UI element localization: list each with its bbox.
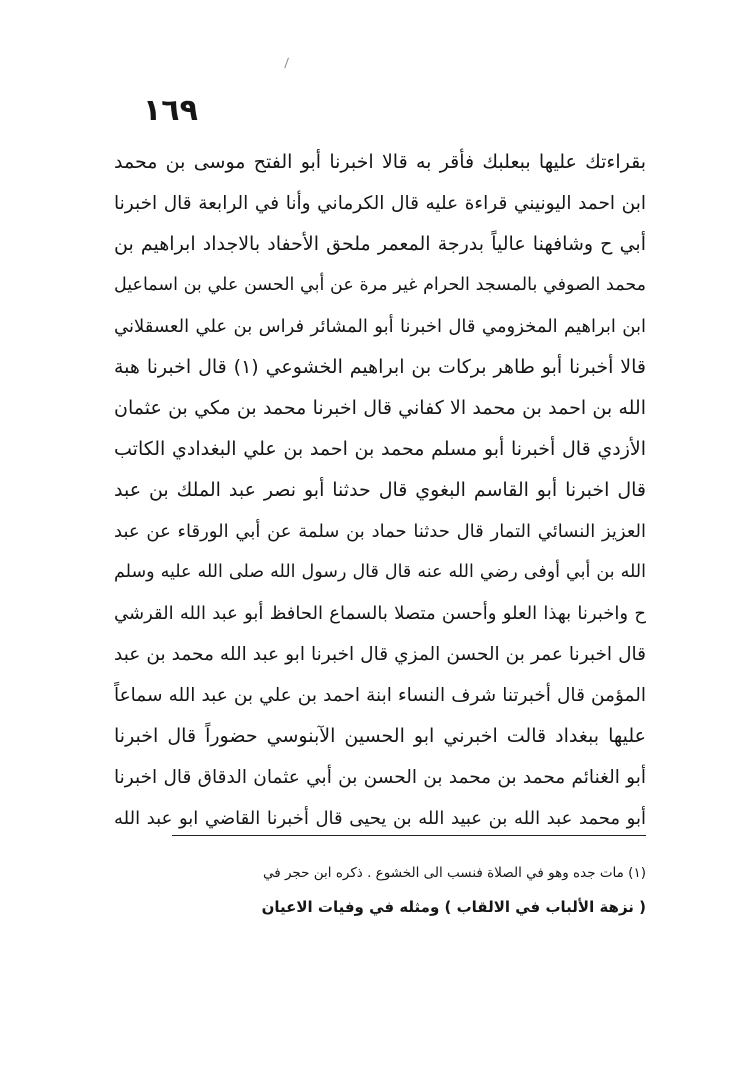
- text-line: قال اخبرنا أبو القاسم البغوي قال حدثنا أبو نصر عبد الملك بن عبد: [114, 479, 646, 501]
- text-line: العزيز النسائي التمار قال حدثنا حماد بن سلمة عن أبي الورقاء عن عبد: [114, 521, 646, 542]
- text-line: بقراءتك عليها ببعلبك فأقر به قالا اخبرنا أبو الفتح موسى بن محمد: [114, 151, 646, 173]
- text-line: ابن ابراهيم المخزومي قال اخبرنا أبو المشائر فراس بن علي العسقلاني: [114, 316, 646, 337]
- text-line: أبو الغنائم محمد بن محمد بن الحسن بن أبي عثمان الدقاق قال اخبرنا: [114, 767, 646, 788]
- footnote-line: ( نزهة الألباب في الالقاب ) ومثله في وفيات الاعيان: [261, 898, 646, 916]
- page-number: ١٦٩: [143, 93, 198, 128]
- text-line: الله بن احمد بن محمد الا كفاني قال اخبرنا محمد بن مكي بن عثمان: [114, 397, 646, 419]
- text-line: ح واخبرنا بهذا العلو وأحسن متصلا بالسماع الحافظ أبو عبد الله القرشي: [114, 603, 646, 624]
- text-line: أبو محمد عبد الله بن عبيد الله بن يحيى قال أخبرنا القاضي ابو عبد الله: [114, 808, 646, 829]
- text-line: محمد الصوفي بالمسجد الحرام غير مرة عن أبي الحسن علي بن اسماعيل: [114, 275, 646, 295]
- text-line: أبي ح وشافهنا عالياً بدرجة المعمر ملحق الأحفاد بالاجداد ابراهيم بن: [114, 233, 646, 255]
- text-line: قالا أخبرنا أبو طاهر بركات بن ابراهيم الخشوعي (١) قال اخبرنا هبة: [114, 356, 646, 378]
- text-line: عليها ببغداد قالت اخبرني ابو الحسين الآبنوسي حضوراً قال اخبرنا: [114, 725, 646, 747]
- footnote-divider: [172, 835, 646, 836]
- footnotes: [260, 856, 646, 924]
- text-line: الله بن أبي أوفى رضي الله عنه قال قال رسول الله صلى الله عليه وسلم: [114, 562, 646, 582]
- text-line: ابن احمد اليونيني قراءة عليه قال الكرماني وأنا في الرابعة قال اخبرنا: [114, 193, 646, 214]
- text-line: الأزدي قال أخبرنا أبو مسلم محمد بن احمد بن علي البغدادي الكاتب: [114, 438, 646, 460]
- footnote-line: (١) مات جده وهو في الصلاة فنسب الى الخشوع . ذكره ابن حجر في: [262, 865, 646, 881]
- text-line: المؤمن قال أخبرتنا شرف النساء ابنة احمد بن علي بن عبد الله سماعاً: [114, 685, 646, 706]
- text-line: قال اخبرنا عمر بن الحسن المزي قال اخبرنا ابو عبد الله محمد بن عبد: [114, 644, 646, 665]
- stray-pen-mark: [284, 58, 292, 70]
- main-text: [114, 142, 646, 839]
